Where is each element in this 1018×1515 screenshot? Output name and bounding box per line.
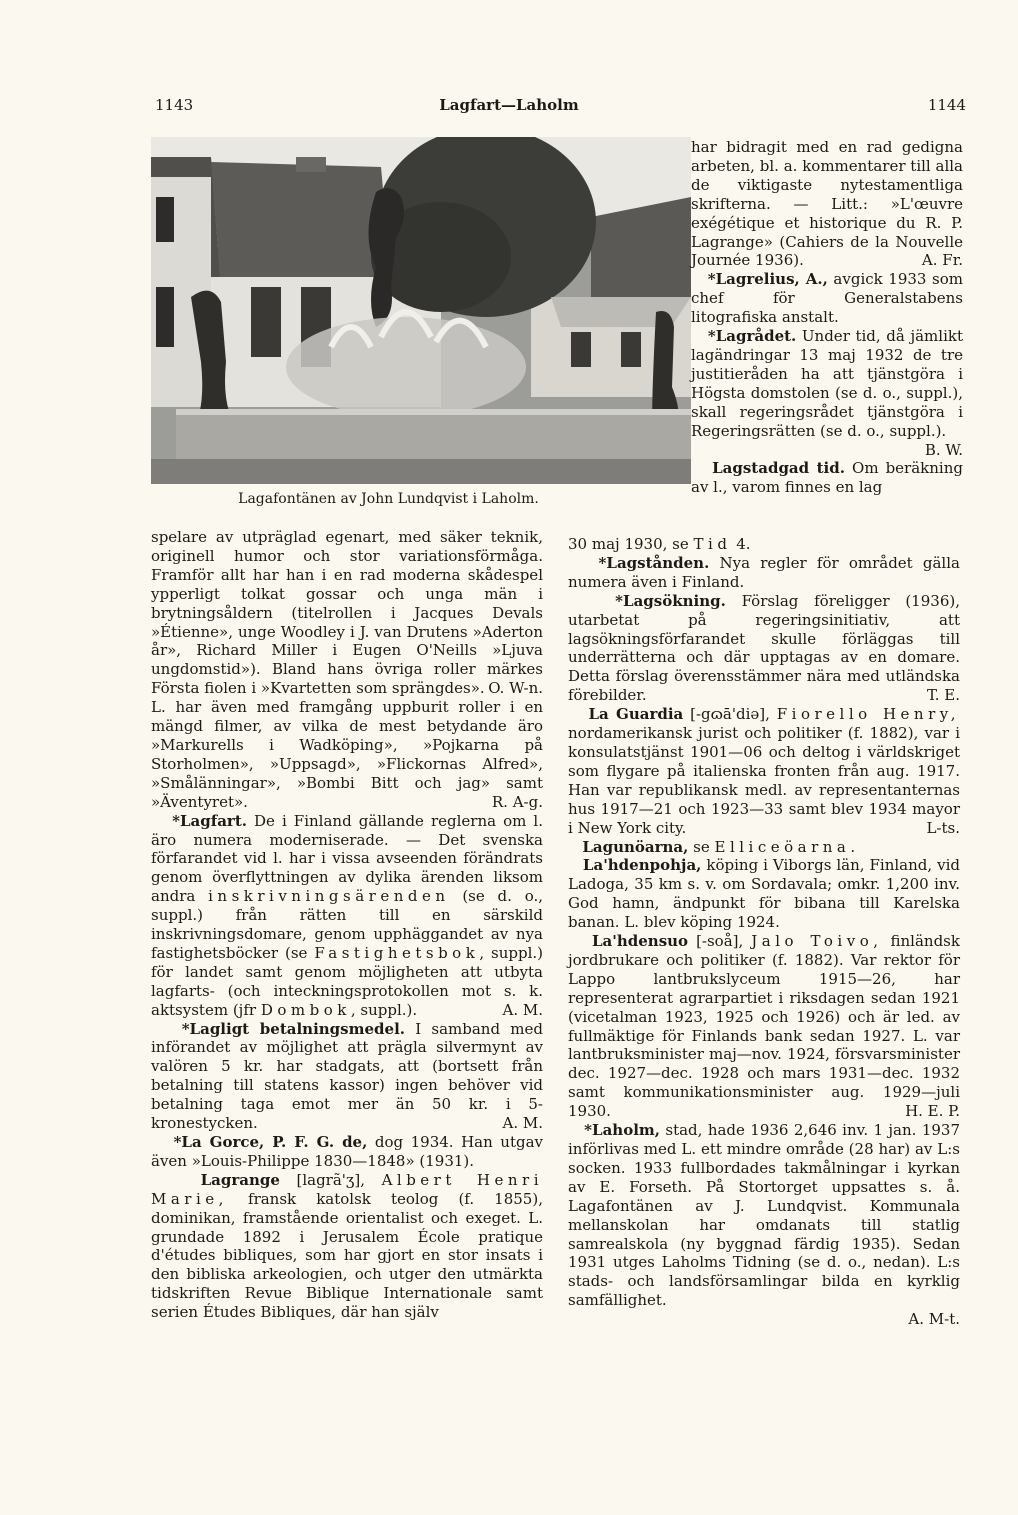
text-run: har bidragit med en rad gedigna arbeten, bl. a. kommentarer till alla de viktigaste nytestamentliga skrifterna. — Litt.: »L'œuvre exégétique et historique du R. P. Lagrange» (Cahiers de la Nouvelle Journée 1936). [691,138,963,270]
fountain-illustration [151,137,691,484]
text-run: I samband med införandet av möjlighet att prägla silvermynt av valören 5 kr. har stadgats, att (bortsett från betalning till statens kassor) ingen behöver vid betalning taga emot mer än 50 kr. i 5-kronestycken. [151,1019,543,1133]
entry-la-gorce [151,1133,543,1171]
signature: T. E. [926,686,960,705]
page-number-left: 1143 [155,96,194,114]
text-run: spelare av utpräglad egenart, med säker teknik, originell humor och stor variationsförmåga. Framför allt har han i en rad moderna skådespel ypperligt tolkat gossar och unga män i brytningsåldern (titelrollen i Jacques Devals »Étienne», unge Woodley i J. van Drutens »Aderton år», Richard Miller i Eugen O'Neills »Ljuva ungdomstid»). Bland hans övriga roller märkes Första fiolen i »Kvartetten som sprängdes». [151,528,543,698]
text-run: se [693,837,710,856]
entry-lagsokning [568,592,960,705]
signature: B. W. [924,440,963,459]
text-run: köping i Viborgs län, Finland, vid Ladoga, 35 km s. v. om Sordavala; omkr. 1,200 inv. God hamn, ändpunkt för bibana till Karelska banan. L. blev köping 1924. [568,856,960,932]
entry-headword: *Lagrelius, A., [707,270,828,289]
text-run: dog 1934. Han utgav även »Louis-Philippe 1830—1848» (1931). [151,1133,543,1170]
entry-lagunoarna [568,838,960,857]
text-run: De i Finland gällande reglerna om l. äro numera moderniserade. — Det svenska förfarandet vid l. har i vissa avseenden förändrats genom överflyttningen av dylika ärenden liksom andra [151,811,543,906]
paragraph [691,138,963,270]
person-name: Albert Henri Marie, [151,1170,543,1208]
signature: A. Fr. [921,251,963,270]
text-run: L. har även med framgång uppburit roller i en mängd filmer, av vilka de mest betydande äro »Markurells i Wadköping», »Pojkarna på Storholmen», »Uppsagd», »Flickornas Alfred», »Smålänningar», »Bombi Bitt och jag» samt »Äventyret». [151,698,543,811]
paragraph [151,698,543,811]
cross-ref: Dombok [260,1000,351,1019]
fountain-photo [151,137,691,484]
signature: L-ts. [926,818,960,837]
entry-headword: La'hdenpohja, [582,856,702,875]
entry-lagstanden [568,554,960,592]
photo-caption: Lagafontänen av John Lundqvist i Laholm. [238,491,539,507]
page-number-right: 1144 [927,96,966,114]
entry-lahdenpohja [568,856,960,932]
entry-lagfart [151,812,543,1020]
text-run: fransk katolsk teolog (f. 1855), dominikan, framstående orientalist och exeget. L. grundade 1892 i Jerusalem École pratique d'études bibliques, som har gjort en stor insats i den bibliska arkeologien, och utger den utmärkta tidskriften Revue Biblique Internationale samt serien Études Bibliques, där han själv [151,1189,543,1322]
entry-headword: *La Gorce, P. F. G. de, [173,1133,368,1151]
text-run: Nya regler för området gälla numera även i Finland. [568,553,960,591]
entry-headword: Lagunöarna, [582,837,689,856]
text-run: (se d. o., suppl.) från rätten till en särskild inskrivningsdomare, genom upphäggandet av nya fastighetsböcker (se [151,887,543,962]
entry-headword: Lagstadgad tid. [712,459,845,478]
entry-lagligt-betalningsmedel [151,1020,543,1133]
pronunciation: [-gɷā'diə], [690,705,770,724]
entry-lahdensuo [568,932,960,1121]
entry-headword: *Laholm, [584,1121,660,1140]
entry-lagrange [151,1171,543,1322]
header-title: Lagfart—Laholm [439,96,579,114]
entry-headword: La Guardia [588,705,684,724]
entry-headword: *Lagfart. [172,811,247,830]
cross-ref: inskrivningsärenden [208,887,450,906]
person-name: Fiorello Henry, [776,705,961,724]
left-column [151,528,543,1322]
text-run: stad, hade 1936 2,646 inv. 1 jan. 1937 införlivas med L. ett mindre område (28 har) av L:s socken. 1933 fullbordades takmålningar i kyrkan av E. Forseth. På Stortorget uppsattes s. å. Lagafontänen av J. Lundqvist. Kommunala mellanskolan har omdanats till statlig samrealskola (ny byggnad färdig 1935). Sedan 1931 utges Laholms Tidning (se d. o., nedan). L:s stads- och landsförsamlingar bilda en kyrklig samfällighet. [568,1121,960,1310]
signature: H. E. P. [905,1102,960,1121]
text-run: nordamerikansk jurist och politiker (f. 1882), var i konsulatstjänst 1901—06 och deltog i världskriget som flygare på italienska fronten från aug. 1917. Han var republikansk medl. av representanternas hus 1917—21 och 1923—33 samt blev 1934 mayor i New York city. [568,724,960,837]
text-run: , suppl.). [350,1000,418,1019]
right-column-top [691,138,963,497]
pronunciation: [lagrã'ʒ], [296,1170,366,1189]
entry-headword: *Lagrådet. [707,327,797,346]
entry-headword: *Lagsökning. [615,591,726,610]
text-run: 30 maj 1930, se [568,535,689,553]
cross-ref: Elliceöarna [714,837,851,856]
right-column-bottom [568,535,960,1329]
entry-la-guardia [568,705,960,837]
cross-ref: Tid [693,535,732,553]
text-run: . [850,837,856,856]
text-run: finländsk jordbrukare och politiker (f. 1882). Var rektor för Lappo lantbrukslyceum 1915—26, har representerat agrarpartiet i riksdagen sedan 1921 (vicetalman 1923, 1925 och 1926) och är led. av fullmäktige för Finlands bank sedan 1927. L. var lantbruksminister maj—nov. 1924, försvarsminister dec. 1927—dec. 1928 och mars 1931—dec. 1932 samt kommunikationsminister aug. 1929—juli 1930. [568,932,960,1121]
running-header [0,96,1018,120]
entry-headword: La'hdensuo [592,932,689,951]
person-name: Jalo Toivo, [751,932,883,951]
text-run: Under tid, då jämlikt lagändringar 13 maj 1932 de tre justitieråden ha att tjänstgöra i Högsta domstolen (se d. o., suppl.), skall regeringsrådet tjänstgöra i Regeringsrätten (se d. o., suppl.). [691,327,963,440]
signature: A. M-t. [908,1310,960,1329]
entry-lagrelius [691,270,963,327]
text-run: 4. [736,535,751,553]
signature: A. M. [502,1114,543,1133]
paragraph [568,535,960,554]
signature: A. M. [502,1000,543,1019]
text-run: Om beräkning av l., varom finnes en lag [691,459,963,497]
signature: R. A-g. [491,792,543,811]
entry-headword: *Lagstånden. [598,553,710,572]
entry-lagstadgad-tid [691,459,963,497]
signature: O. W-n. [488,679,543,698]
entry-lagradet [691,327,963,459]
pronunciation: [-soå], [696,932,744,951]
text-run: Förslag föreligger (1936), utarbetat på regeringsinitiativ, att lagsökningsförfarandet skulle förläggas till underrätterna och där upptagas av en domare. Detta förslag överensstämmer nära med utländska förebilder. [568,591,960,705]
entry-headword: Lagrange [200,1170,280,1189]
cross-ref: Fastighetsbok [314,943,480,962]
text-run: avgick 1933 som chef för Generalstabens litografiska anstalt. [691,270,963,327]
entry-headword: *Lagligt betalningsmedel. [181,1019,405,1038]
entry-laholm [568,1121,960,1310]
text-run: , suppl.) för landet samt genom möjligheten att utbyta lagfarts- (och inteckningsprotokollen mot s. k. aktsystem (jfr [151,943,543,1019]
paragraph [151,528,543,698]
